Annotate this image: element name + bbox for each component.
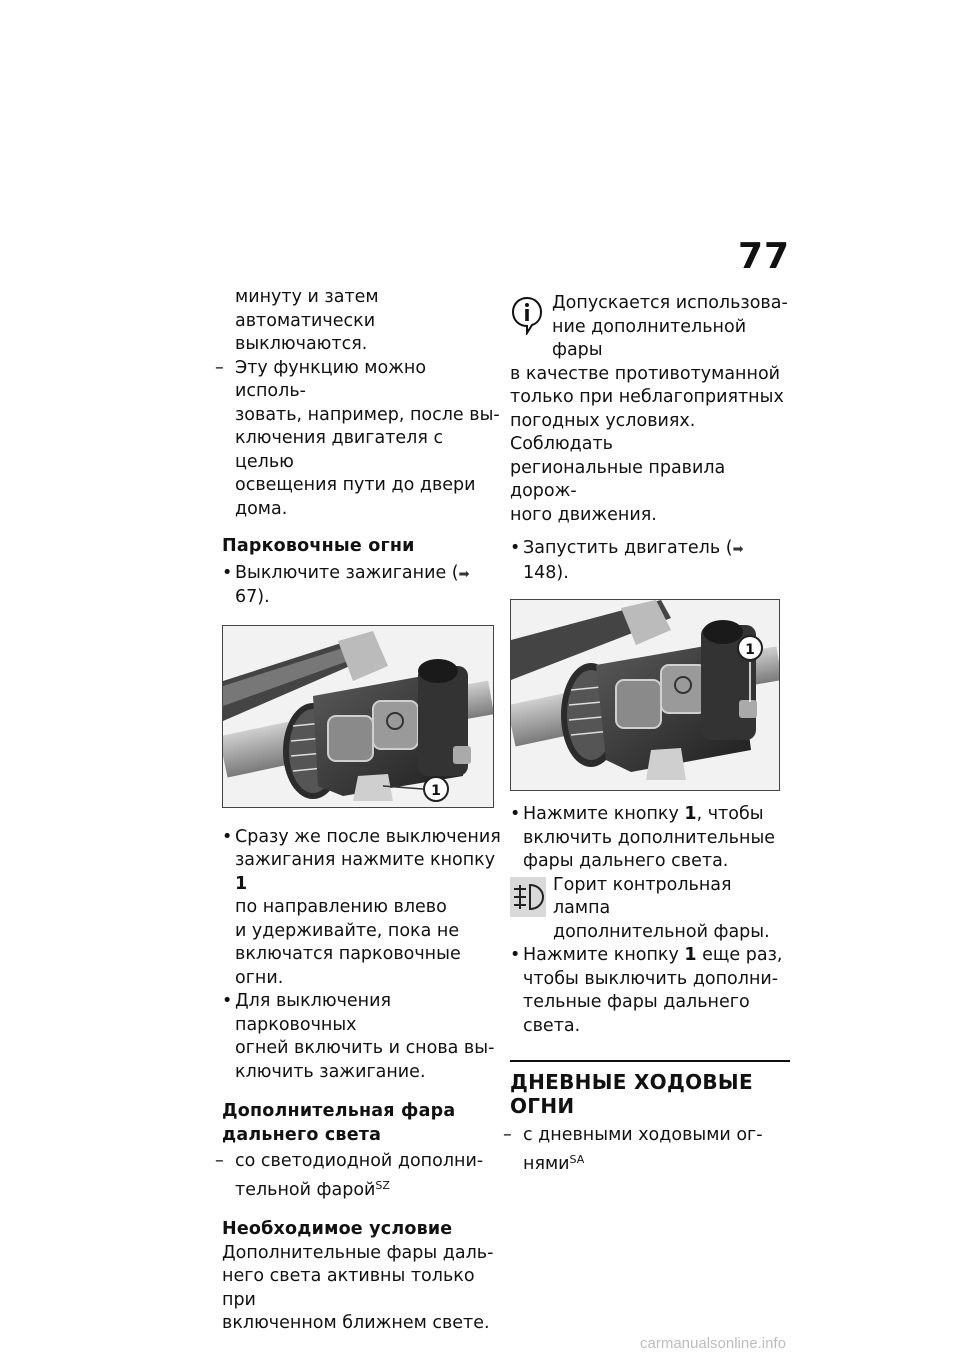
text-line: зовать, например, после вы- [235, 404, 500, 425]
heading-line: Дополнительная фара [222, 1101, 456, 1121]
watermark-footer: carmanualsonline.info [640, 1335, 786, 1352]
text-line: еще раз, [696, 945, 783, 965]
option-code: SZ [375, 1178, 390, 1192]
bullet-item [510, 537, 790, 585]
text-line: Нажмите кнопку [523, 945, 685, 965]
option-code: SA [569, 1152, 585, 1166]
dash-marker: – [215, 1151, 224, 1171]
heading-line: ДНЕВНЫЕ ХОДОВЫЕ [510, 1070, 753, 1094]
page-number: 77 [738, 236, 791, 277]
page-ref: 67). [235, 587, 270, 607]
text-line: Эту функцию можно исполь- [235, 357, 427, 401]
section-heading-drl [510, 1070, 790, 1118]
text-line: минуту и затем автоматически [235, 287, 379, 331]
bullet-marker: • [222, 826, 233, 847]
dash-item [215, 357, 502, 522]
bullet-marker: • [510, 945, 521, 965]
bullet-marker: • [222, 991, 233, 1011]
bullet-marker: • [510, 804, 521, 824]
text-line: , чтобы [696, 804, 764, 824]
bullet-marker: • [510, 538, 521, 558]
text-line: и удерживайте, пока не [235, 920, 460, 941]
text-line: Сразу же после выключения [235, 826, 501, 847]
bullet-item [222, 562, 502, 610]
text-line: выключаются. [235, 334, 368, 354]
text-line: освещения пути до двери [235, 475, 476, 495]
text-line: Допускается использова- [552, 293, 788, 313]
page-ref-arrow-icon: ➡ [732, 542, 744, 557]
figure-callout: 1 [431, 782, 441, 799]
info-icon [510, 295, 544, 343]
button-number: 1 [235, 873, 248, 894]
indicator-note [510, 874, 790, 945]
handlebar-switch-figure-2 [510, 599, 780, 791]
text-line: со светодиодной дополни- [235, 1151, 484, 1171]
info-note [510, 292, 790, 363]
handlebar-switch-figure [222, 625, 494, 808]
bullet-marker: • [222, 562, 233, 583]
right-column [503, 292, 790, 1176]
dash-marker: – [215, 357, 224, 378]
text-line: погодных условиях. Соблюдать [510, 410, 696, 454]
heading-requirement: Необходимое условие [222, 1219, 453, 1239]
requirement-text [222, 1242, 502, 1336]
text-line: огней включить и снова вы- [235, 1038, 495, 1058]
text-line: Нажмите кнопку [523, 804, 685, 824]
button-number: 1 [684, 804, 697, 824]
dash-item [503, 1124, 790, 1176]
figure-callout: 1 [745, 642, 755, 658]
text-line: ного движения. [510, 504, 657, 525]
bullet-item [510, 944, 790, 1038]
text-line: чтобы выключить дополни- [523, 968, 779, 989]
dash-item [215, 1150, 502, 1202]
bullet-item [222, 990, 502, 1084]
bullet-text: Выключите зажигание ( [235, 562, 459, 583]
text-line: с дневными ходовыми ог- [523, 1125, 763, 1145]
text-line: дополнительной фары. [553, 921, 770, 942]
heading-auxiliary-light [222, 1100, 502, 1147]
text-line: тельной фарой [235, 1179, 376, 1200]
text-line: ключить зажигание. [235, 1061, 426, 1082]
text-line: региональные правила дорож- [510, 457, 726, 501]
text-line: ключения двигателя с целью [235, 428, 444, 472]
heading-line: дальнего света [222, 1124, 382, 1145]
text-line: нями [523, 1153, 570, 1174]
left-column [215, 286, 502, 1336]
info-text [510, 363, 790, 528]
text-line: включатся парковочные огни. [235, 944, 461, 988]
text-line: по направлению влево [235, 897, 447, 917]
bullet-text: Запустить двигатель ( [523, 538, 733, 558]
text-line: тельные фары дальнего света. [523, 992, 750, 1036]
text-line: включенном ближнем свете. [222, 1313, 490, 1333]
text-line: фары дальнего света. [523, 851, 729, 871]
button-number: 1 [684, 945, 697, 965]
text-line: Для выключения парковочных [235, 991, 392, 1035]
page-ref-arrow-icon: ➡ [458, 566, 470, 582]
heading-parking-lights: Парковочные огни [222, 536, 415, 556]
text-line: дома. [235, 498, 288, 519]
text-line: зажигания нажмите кнопку [235, 850, 496, 870]
text-line: включить дополнительные [523, 827, 776, 848]
section-divider [510, 1060, 790, 1062]
continuation-text [222, 286, 502, 357]
text-line: Горит контрольная лампа [553, 874, 732, 918]
page-ref: 148). [523, 562, 569, 583]
auxiliary-light-indicator-icon [510, 877, 546, 925]
text-line: Дополнительные фары даль- [222, 1242, 494, 1263]
text-line: ние дополнительной фары [552, 316, 747, 360]
dash-marker: – [503, 1125, 512, 1145]
bullet-item [222, 826, 502, 991]
text-line: только при неблагоприятных [510, 387, 784, 407]
bullet-item [510, 803, 790, 874]
text-line: в качестве противотуманной [510, 363, 781, 384]
heading-line: ОГНИ [510, 1094, 575, 1118]
text-line: него света активны только при [222, 1266, 475, 1310]
